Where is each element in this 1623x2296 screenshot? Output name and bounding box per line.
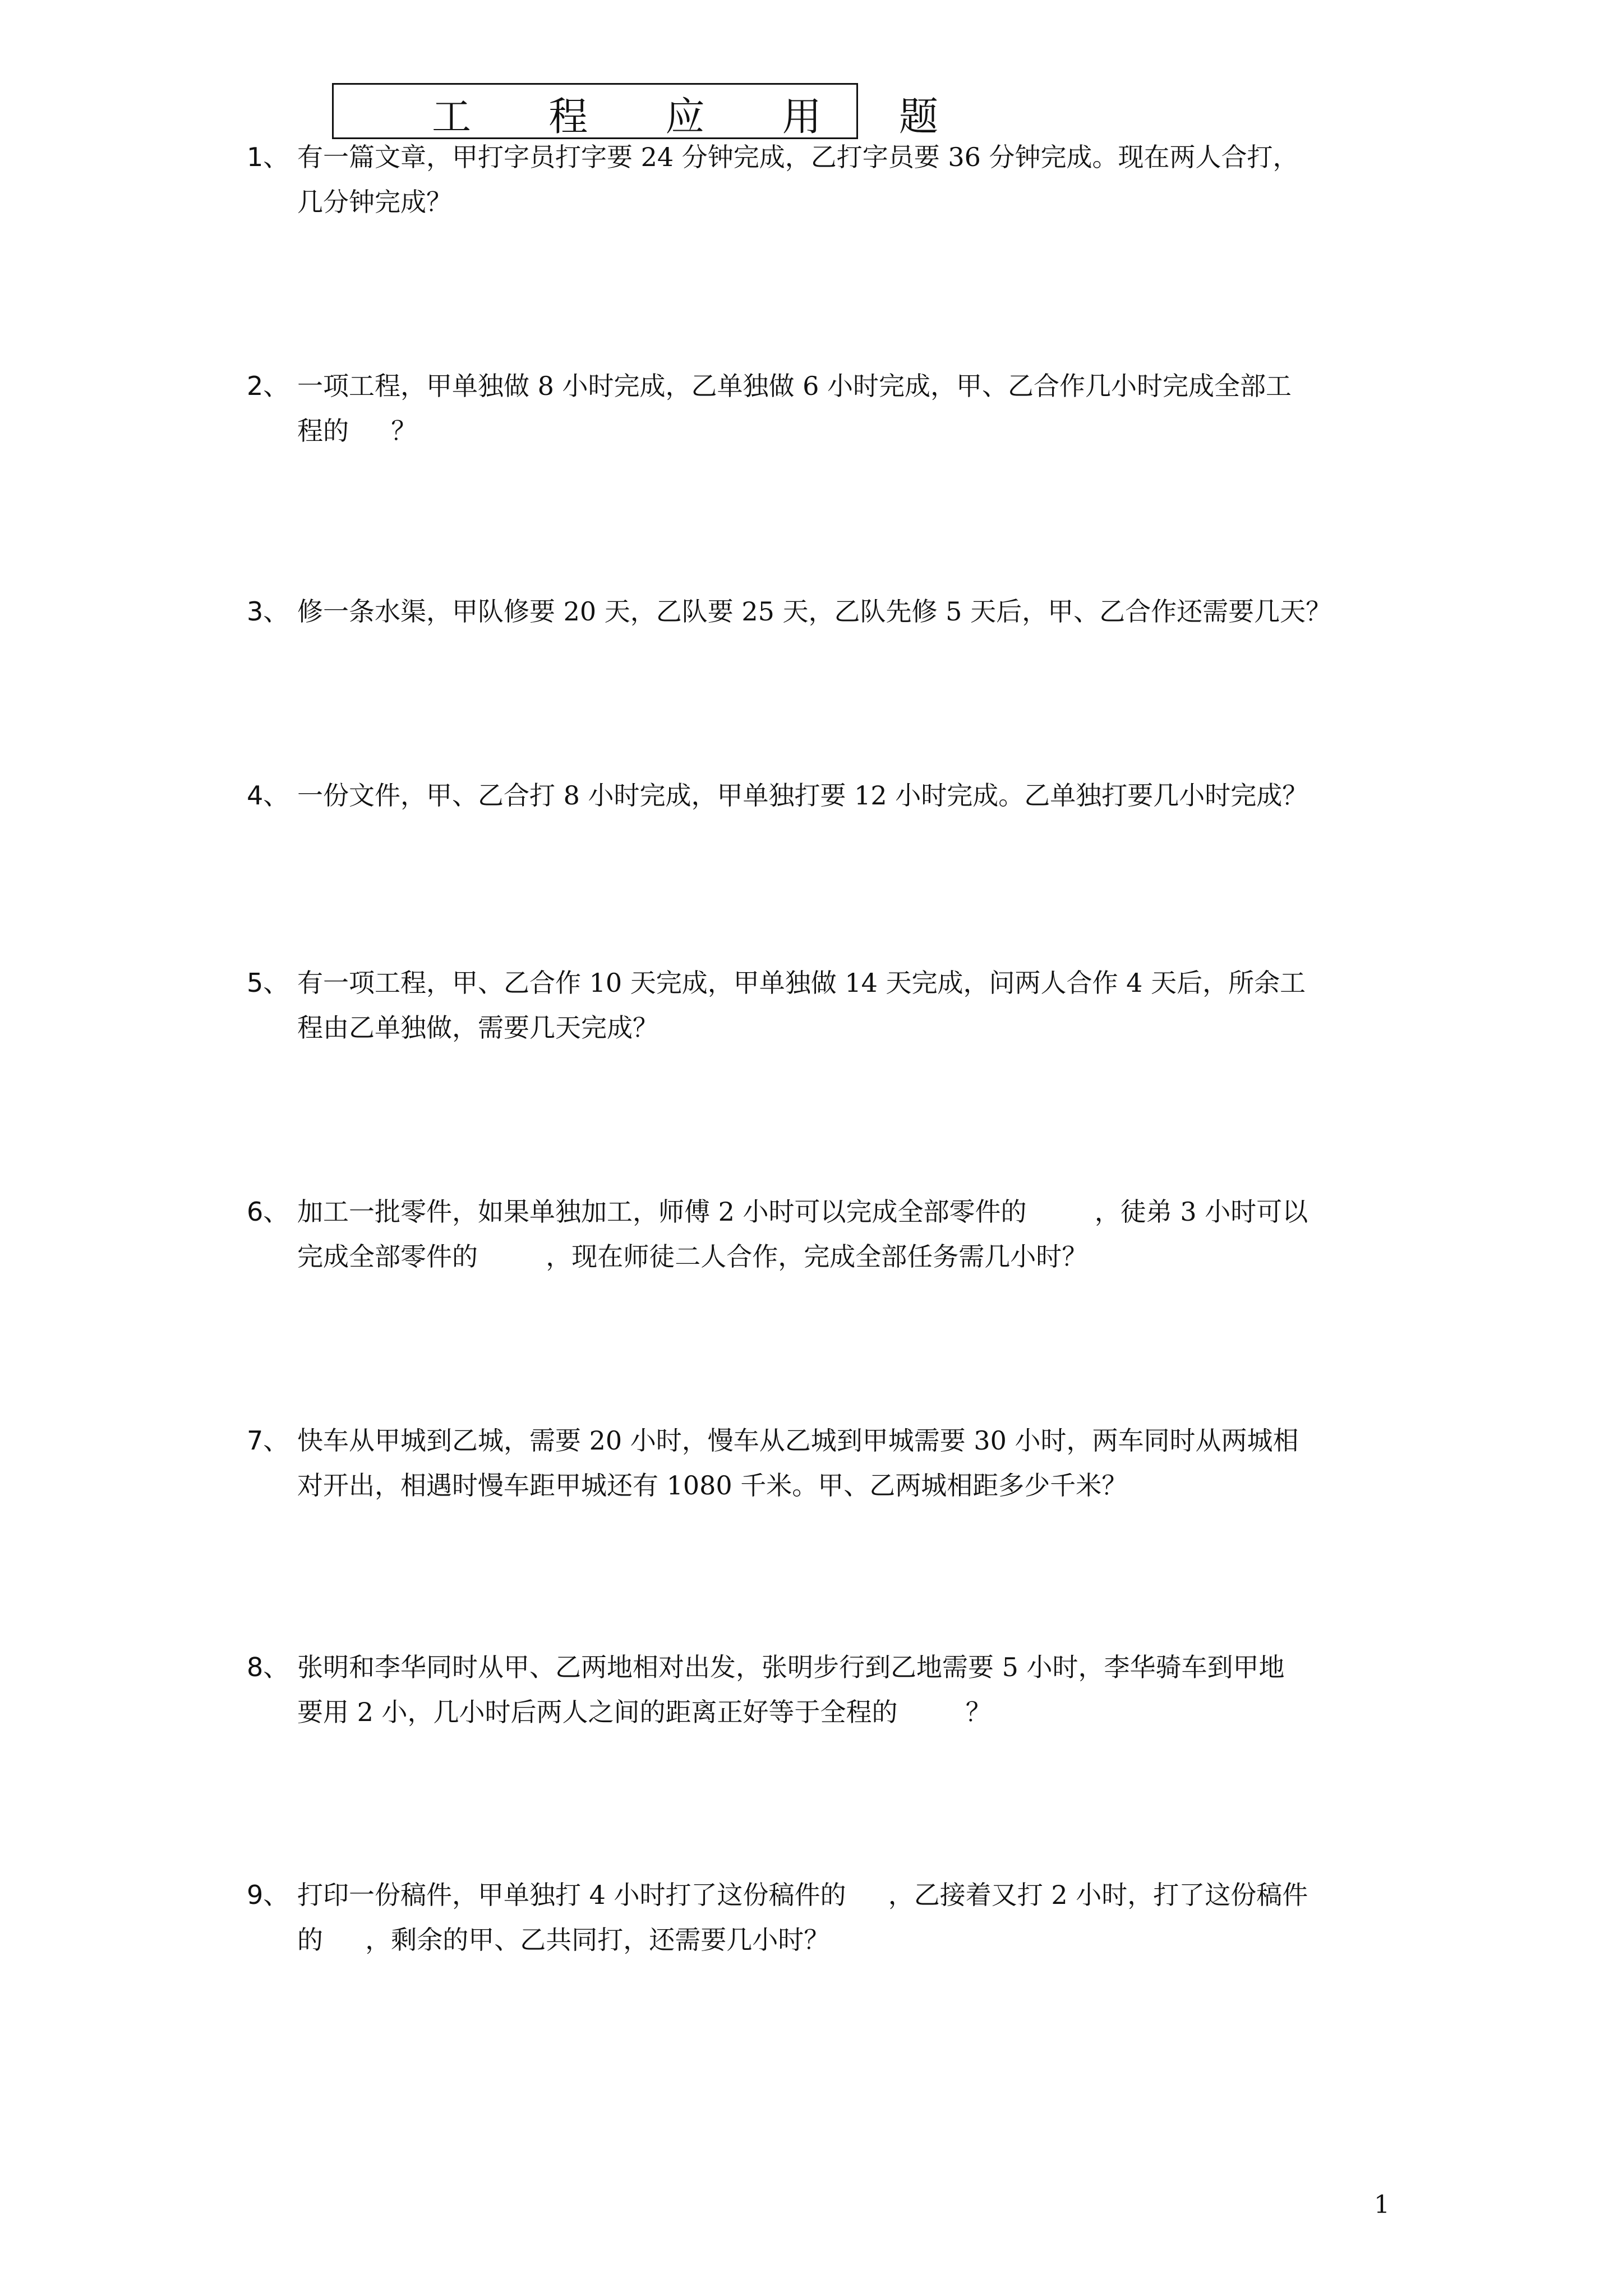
question-text-line: 有一项工程，甲、乙合作 10 天完成，甲单独做 14 天完成，问两人合作 4 天后，所余工: [297, 968, 1306, 998]
question-3: [247, 589, 1413, 634]
question-text-line: 快车从甲城到乙城，需要 20 小时，慢车从乙城到甲城需要 30 小时，两车同时从两城相: [297, 1425, 1299, 1456]
question-number: 5、: [247, 968, 289, 998]
question-9: [247, 1872, 1413, 1962]
question-text-line: 要用 2 小，几小时后两人之间的距离正好等于全程的 ？: [297, 1697, 992, 1727]
question-text-line: 对开出，相遇时慢车距甲城还有 1080 千米。甲、乙两城相距多少千米？: [297, 1470, 1128, 1501]
question-number: 3、: [247, 596, 289, 627]
question-number: 6、: [247, 1197, 289, 1227]
question-number: 4、: [247, 780, 289, 811]
question-6: [247, 1189, 1413, 1279]
question-number: 2、: [247, 371, 289, 401]
question-7: [247, 1418, 1413, 1508]
page-title: 工 程 应 用 题: [432, 94, 971, 140]
question-text-line: 程的 ？: [297, 416, 417, 446]
question-text-line: 的 ，剩余的甲、乙共同打，还需要几小时？: [297, 1925, 830, 1955]
question-2: [247, 364, 1413, 453]
question-text-line: 几分钟完成？: [297, 187, 452, 217]
question-number: 8、: [247, 1652, 289, 1682]
question-4: [247, 773, 1413, 818]
question-8: [247, 1645, 1413, 1734]
question-5: [247, 960, 1413, 1050]
question-text-line: 一份文件，甲、乙合打 8 小时完成，甲单独打要 12 小时完成。乙单独打要几小时完成？: [297, 780, 1308, 811]
question-text-line: 张明和李华同时从甲、乙两地相对出发，张明步行到乙地需要 5 小时，李华骑车到甲地: [297, 1652, 1285, 1682]
question-text-line: 完成全部零件的 ，现在师徒二人合作，完成全部任务需几小时？: [297, 1241, 1088, 1272]
question-1: [247, 135, 1413, 224]
question-text-line: 修一条水渠，甲队修要 20 天，乙队要 25 天，乙队先修 5 天后，甲、乙合作还需要几天？: [297, 596, 1332, 627]
question-text-line: 一项工程，甲单独做 8 小时完成，乙单独做 6 小时完成，甲、乙合作几小时完成全部工: [297, 371, 1292, 401]
question-text-line: 程由乙单独做，需要几天完成？: [297, 1013, 658, 1043]
question-number: 7、: [247, 1425, 289, 1456]
question-text-line: 打印一份稿件，甲单独打 4 小时打了这份稿件的 ，乙接着又打 2 小时，打了这份稿件: [297, 1880, 1308, 1910]
question-text-line: 加工一批零件，如果单独加工，师傅 2 小时可以完成全部零件的 ，徒弟 3 小时可以: [297, 1197, 1308, 1227]
page-number: 1: [1374, 2191, 1390, 2219]
question-number: 1、: [247, 142, 289, 172]
question-text-line: 有一篇文章，甲打字员打字要 24 分钟完成，乙打字员要 36 分钟完成。现在两人合打，: [297, 142, 1299, 172]
question-number: 9、: [247, 1880, 289, 1910]
